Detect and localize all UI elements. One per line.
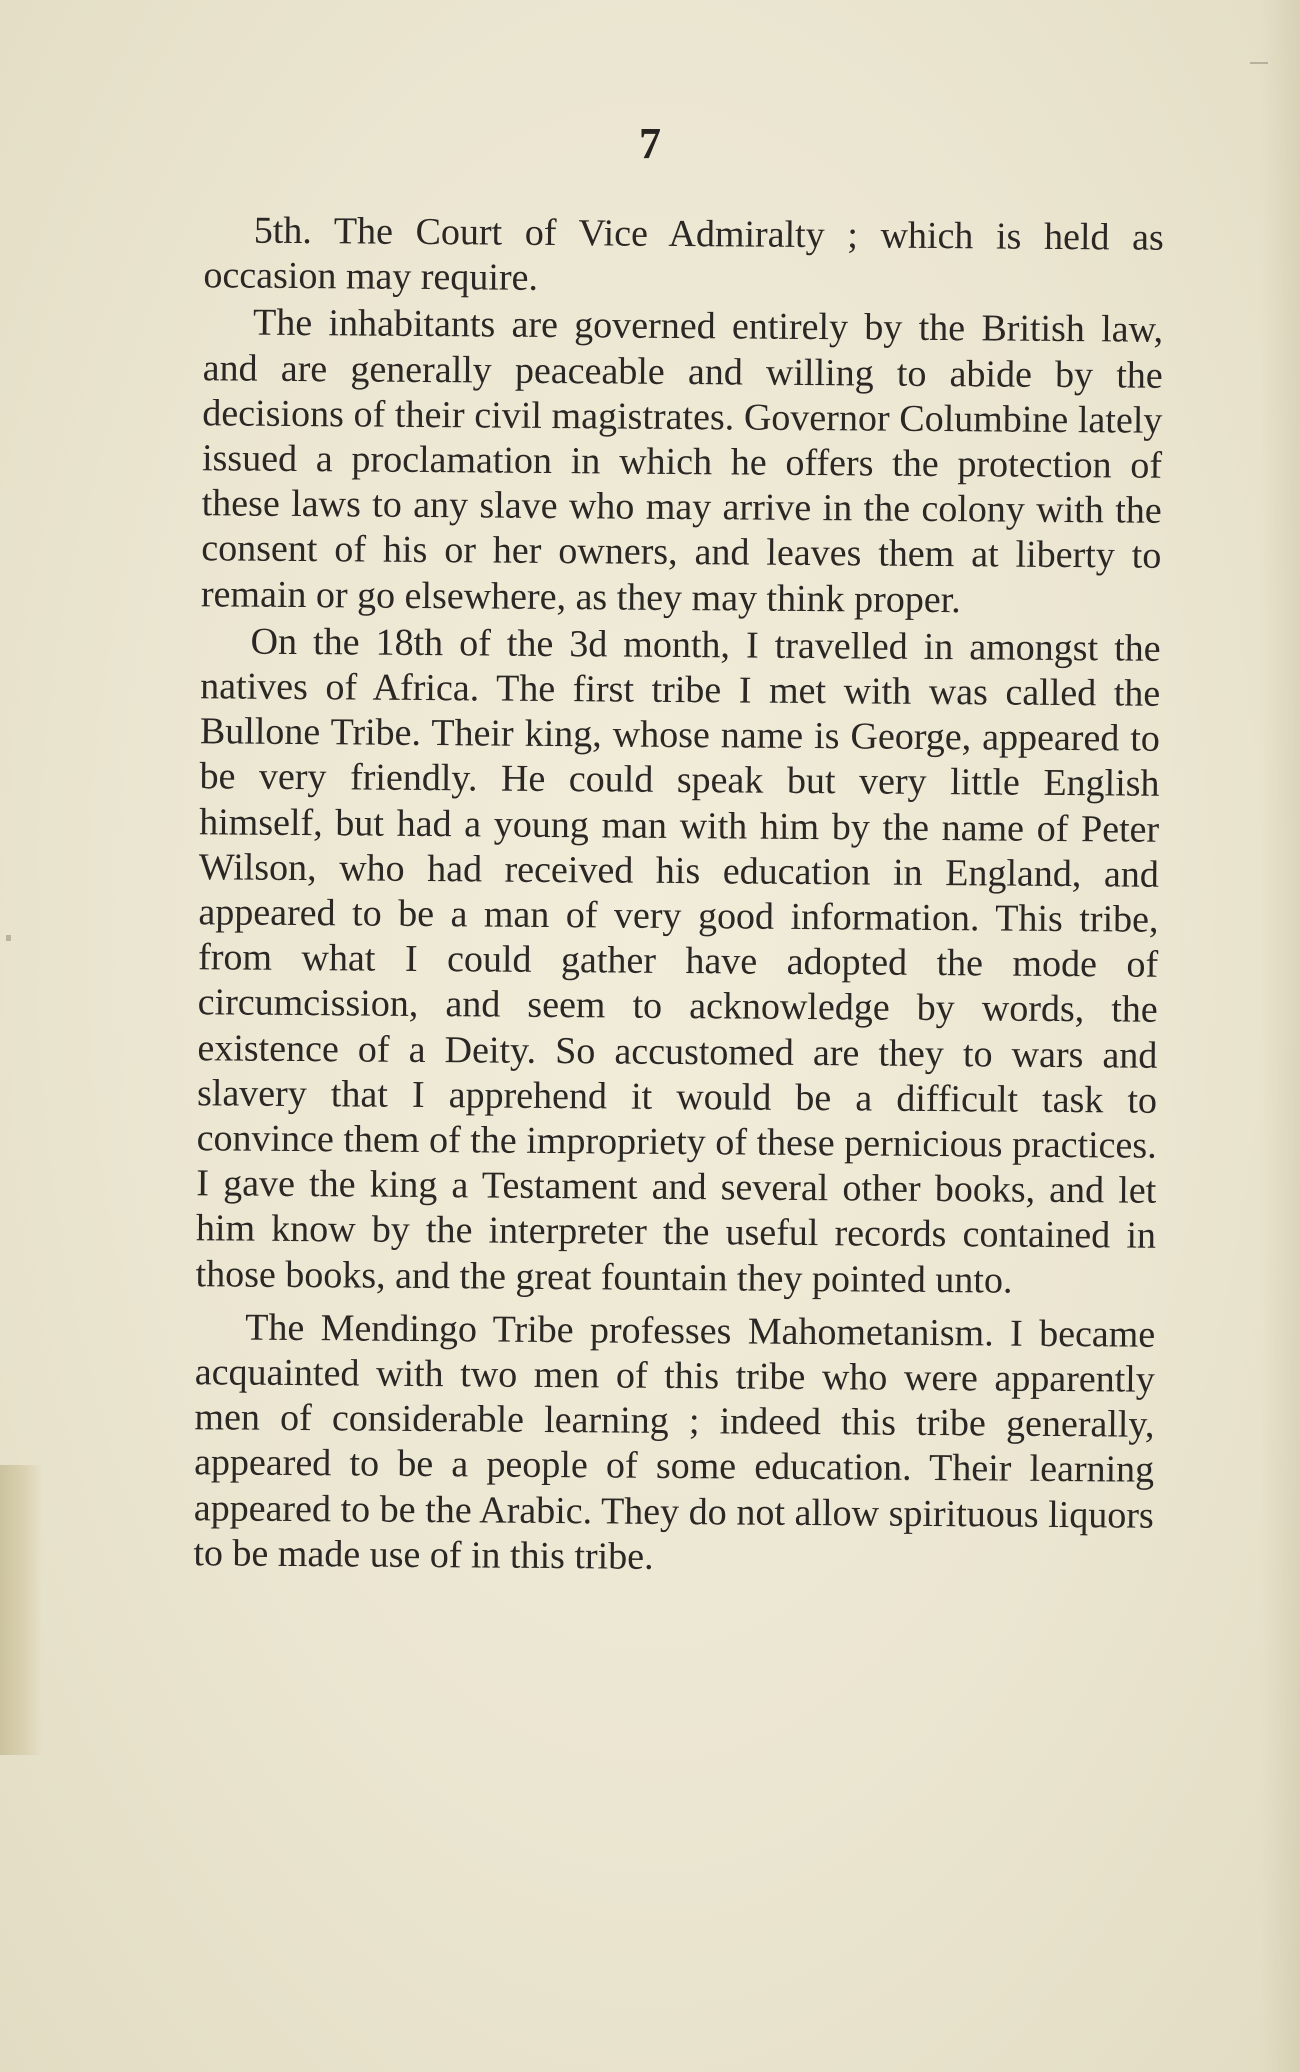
paragraph-inhabitants: The inhabitants are governed entirely by the British law, and are generally peaceable and willing to abide by the decisions of their civil magistrates. Governor Columbine lately issued a proclamation in which he offers the protection of these laws to any slave who may arrive in the colony with the consent of his or her owners, and leaves them at liberty to remain or go elsewhere, as they may think proper.: [200, 302, 1164, 621]
body-text: [193, 208, 1164, 1586]
paragraph-mendingo-tribe: The Mendingo Tribe professes Mahometanism. I became acquainted with two men of this tribe who were apparently men of considerable learning ; indeed this tribe generally, appeared to be a people of some education. Their learning appeared to be the Arabic. They do not allow spirituous liquors to be made use of in this tribe.: [193, 1306, 1156, 1578]
binding-stain: [0, 1465, 42, 1755]
paper-speck: [1250, 62, 1268, 64]
page-edge-shading: [1260, 0, 1300, 2072]
paragraph-vice-admiralty: 5th. The Court of Vice Admiralty ; which is held as occasion may require.: [203, 209, 1164, 300]
page-number: 7: [639, 119, 661, 168]
paragraph-bullone-tribe: On the 18th of the 3d month, I travelled in amongst the natives of Africa. The first tribe I met with was called the Bullone Tribe. Their king, whose name is George, appeared to be very friendly. He could speak but very little English himself, but had a young man with him by the name of Peter Wilson, who had received his education in England, and appeared to be a man of very good information. This tribe, from what I could gather have adopted the mode of circumcission, and seem to acknowledge by words, the existence of a Deity. So accustomed are they to wars and slavery that I apprehend it would be a difficult task to convince them of the impropriety of these pernicious practices. I gave the king a Testament and several other books, and let him know by the interpreter the useful records contained in those books, and the great fountain they pointed unto.: [195, 620, 1161, 1302]
paper-speck: [6, 935, 11, 941]
